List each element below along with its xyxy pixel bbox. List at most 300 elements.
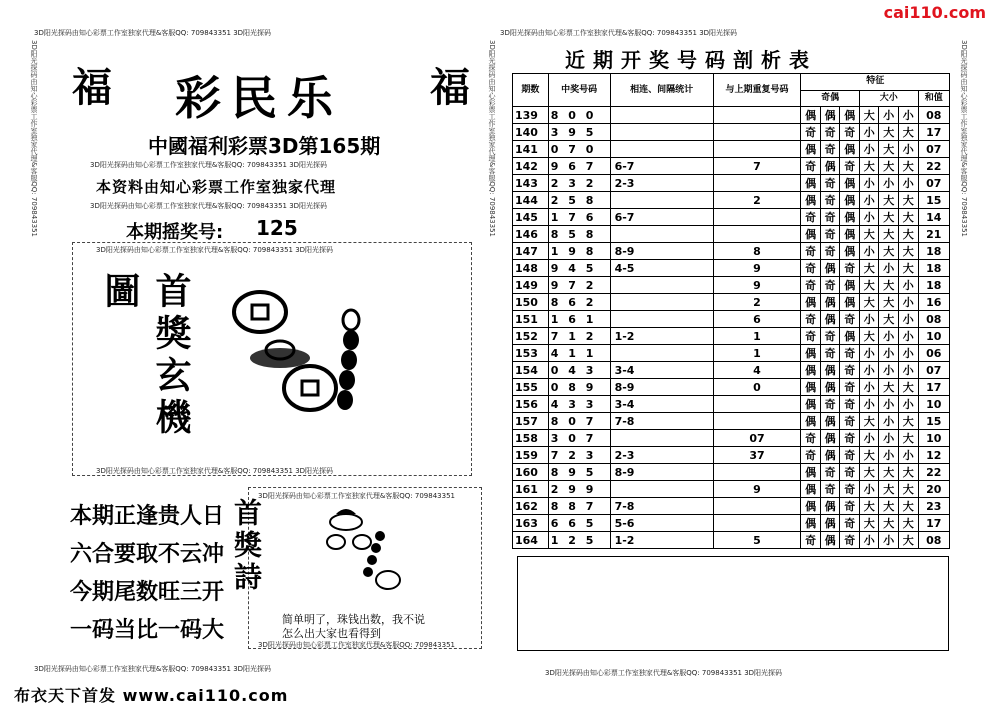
big-small-cell: 小: [898, 447, 918, 464]
odd-even-cell: 奇: [820, 396, 840, 413]
repeat-cell: 2: [713, 294, 801, 311]
header-features: 特征: [801, 74, 950, 91]
big-small-cell: 小: [898, 277, 918, 294]
odd-even-cell: 奇: [801, 124, 821, 141]
issue-cell: 145: [513, 209, 549, 226]
consecutive-cell: 2-3: [610, 447, 713, 464]
repeat-cell: [713, 175, 801, 192]
big-small-cell: 小: [898, 294, 918, 311]
table-row: [513, 141, 950, 158]
big-small-cell: 小: [879, 328, 899, 345]
odd-even-cell: 偶: [840, 226, 860, 243]
poem-note-line: 简单明了，珠钱出数，我不说: [282, 613, 425, 626]
issue-cell: 163: [513, 515, 549, 532]
odd-even-cell: 偶: [820, 447, 840, 464]
poem-box-ad: 3D阳光探码由知心彩票工作室独家代理&客服QQ: 709843351: [258, 492, 455, 500]
big-small-cell: 大: [879, 311, 899, 328]
repeat-cell: [713, 209, 801, 226]
table-row: [513, 396, 950, 413]
big-small-cell: 大: [859, 328, 879, 345]
odd-even-cell: 偶: [820, 311, 840, 328]
big-small-cell: 大: [898, 192, 918, 209]
number-cell: 7 2 3: [548, 447, 610, 464]
sum-cell: 18: [918, 243, 950, 260]
big-small-cell: 小: [859, 532, 879, 549]
side-text-right: 3D阳光探码由知心彩票工作室独家代理&客服QQ: 709843351: [960, 40, 968, 237]
number-cell: 8 0 0: [548, 107, 610, 124]
main-title: 彩民乐: [175, 71, 343, 125]
odd-even-cell: 偶: [801, 362, 821, 379]
odd-even-cell: 偶: [820, 362, 840, 379]
big-small-cell: 大: [898, 260, 918, 277]
consecutive-cell: 3-4: [610, 396, 713, 413]
big-small-cell: 小: [859, 345, 879, 362]
consecutive-cell: 4-5: [610, 260, 713, 277]
odd-even-cell: 奇: [840, 124, 860, 141]
table-row: [513, 243, 950, 260]
odd-even-cell: 偶: [801, 226, 821, 243]
sum-cell: 15: [918, 413, 950, 430]
verse-line: 六合要取不云冲: [70, 542, 225, 567]
repeat-cell: 6: [713, 311, 801, 328]
big-small-cell: 大: [859, 515, 879, 532]
picture-caption: 首獎玄機圖: [99, 272, 192, 440]
repeat-cell: [713, 396, 801, 413]
big-small-cell: 大: [859, 447, 879, 464]
issue-cell: 158: [513, 430, 549, 447]
sum-cell: 07: [918, 141, 950, 158]
number-cell: 7 1 2: [548, 328, 610, 345]
odd-even-cell: 偶: [840, 328, 860, 345]
odd-even-cell: 奇: [840, 515, 860, 532]
big-small-cell: 大: [879, 124, 899, 141]
poem-drawing: [318, 500, 408, 595]
odd-even-cell: 奇: [820, 464, 840, 481]
header-number: 中奖号码: [548, 74, 610, 107]
big-small-cell: 小: [859, 311, 879, 328]
repeat-cell: 1: [713, 345, 801, 362]
repeat-cell: [713, 226, 801, 243]
poem-note: [282, 613, 425, 641]
big-small-cell: 小: [879, 430, 899, 447]
consecutive-cell: [610, 124, 713, 141]
top-ad-line-right: 3D阳光探码由知心彩票工作室独家代理&客服QQ: 709843351 3D阳光探码: [500, 29, 738, 37]
odd-even-cell: 奇: [840, 158, 860, 175]
repeat-cell: 4: [713, 362, 801, 379]
consecutive-cell: 1-2: [610, 328, 713, 345]
big-small-cell: 大: [859, 413, 879, 430]
issue-cell: 143: [513, 175, 549, 192]
number-cell: 2 5 8: [548, 192, 610, 209]
big-small-cell: 小: [859, 430, 879, 447]
odd-even-cell: 奇: [801, 260, 821, 277]
sum-cell: 22: [918, 158, 950, 175]
consecutive-cell: [610, 345, 713, 362]
issue-cell: 151: [513, 311, 549, 328]
big-small-cell: 大: [859, 294, 879, 311]
big-small-cell: 大: [898, 532, 918, 549]
odd-even-cell: 奇: [840, 532, 860, 549]
odd-even-cell: 偶: [820, 430, 840, 447]
consecutive-cell: 6-7: [610, 158, 713, 175]
bottom-ad-line-left: 3D阳光探码由知心彩票工作室独家代理&客服QQ: 709843351 3D阳光探码: [34, 665, 272, 673]
analysis-table: [512, 73, 950, 549]
header-repeat: 与上期重复号码: [713, 74, 801, 107]
issue-cell: 156: [513, 396, 549, 413]
repeat-cell: 07: [713, 430, 801, 447]
ad-line-2: 3D阳光探码由知心彩票工作室独家代理&客服QQ: 709843351 3D阳光探码: [90, 202, 328, 210]
big-small-cell: 大: [859, 498, 879, 515]
sum-cell: 20: [918, 481, 950, 498]
table-row: [513, 515, 950, 532]
odd-even-cell: 奇: [820, 124, 840, 141]
big-small-cell: 小: [859, 243, 879, 260]
consecutive-cell: [610, 311, 713, 328]
sum-cell: 22: [918, 464, 950, 481]
odd-even-cell: 奇: [840, 430, 860, 447]
number-cell: 8 9 5: [548, 464, 610, 481]
big-small-cell: 小: [879, 396, 899, 413]
odd-even-cell: 偶: [820, 158, 840, 175]
odd-even-cell: 偶: [840, 243, 860, 260]
big-small-cell: 大: [898, 464, 918, 481]
odd-even-cell: 偶: [801, 345, 821, 362]
table-row: [513, 226, 950, 243]
odd-even-cell: 奇: [820, 175, 840, 192]
odd-even-cell: 奇: [820, 328, 840, 345]
big-small-cell: 大: [898, 379, 918, 396]
odd-even-cell: 奇: [801, 243, 821, 260]
odd-even-cell: 偶: [820, 498, 840, 515]
odd-even-cell: 偶: [840, 107, 860, 124]
odd-even-cell: 偶: [840, 192, 860, 209]
bottom-ad-line-right: 3D阳光探码由知心彩票工作室独家代理&客服QQ: 709843351 3D阳光探码: [545, 669, 783, 677]
big-small-cell: 大: [879, 226, 899, 243]
verse-line: 今期尾数旺三开: [70, 580, 225, 605]
number-cell: 4 1 1: [548, 345, 610, 362]
repeat-cell: [713, 124, 801, 141]
repeat-cell: [713, 107, 801, 124]
big-small-cell: 小: [879, 107, 899, 124]
odd-even-cell: 偶: [801, 141, 821, 158]
big-small-cell: 大: [898, 209, 918, 226]
picture-box-ad-bottom: 3D阳光探码由知心彩票工作室独家代理&客服QQ: 709843351 3D阳光探码: [96, 467, 334, 475]
table-row: [513, 158, 950, 175]
verse-line: 一码当比一码大: [70, 618, 225, 643]
footer-ad: 布衣天下首发 www.cai110.com: [14, 686, 289, 705]
big-small-cell: 大: [859, 464, 879, 481]
consecutive-cell: [610, 481, 713, 498]
coin-icon: [284, 366, 336, 410]
big-small-cell: 小: [859, 192, 879, 209]
issue-cell: 149: [513, 277, 549, 294]
big-small-cell: 小: [879, 532, 899, 549]
big-small-cell: 大: [879, 141, 899, 158]
coin-icon: [327, 535, 400, 589]
big-small-cell: 小: [879, 260, 899, 277]
big-small-cell: 小: [898, 362, 918, 379]
odd-even-cell: 奇: [840, 260, 860, 277]
big-small-cell: 大: [898, 243, 918, 260]
big-small-cell: 小: [859, 481, 879, 498]
issue-cell: 148: [513, 260, 549, 277]
blank-note-box: [517, 556, 949, 651]
number-cell: 0 4 3: [548, 362, 610, 379]
table-row: [513, 277, 950, 294]
issue-cell: 159: [513, 447, 549, 464]
odd-even-cell: 奇: [801, 532, 821, 549]
big-small-cell: 小: [859, 362, 879, 379]
sum-cell: 08: [918, 107, 950, 124]
consecutive-cell: 7-8: [610, 413, 713, 430]
coin-drawing: [225, 280, 385, 430]
odd-even-cell: 奇: [801, 328, 821, 345]
number-cell: 1 2 5: [548, 532, 610, 549]
odd-even-cell: 偶: [820, 379, 840, 396]
repeat-cell: 7: [713, 158, 801, 175]
number-cell: 0 8 9: [548, 379, 610, 396]
odd-even-cell: 偶: [801, 413, 821, 430]
table-row: [513, 294, 950, 311]
consecutive-cell: [610, 277, 713, 294]
odd-even-cell: 奇: [840, 481, 860, 498]
big-small-cell: 小: [879, 345, 899, 362]
big-small-cell: 小: [859, 175, 879, 192]
odd-even-cell: 偶: [801, 396, 821, 413]
odd-even-cell: 奇: [801, 430, 821, 447]
table-row: [513, 260, 950, 277]
sum-cell: 08: [918, 311, 950, 328]
sum-cell: 08: [918, 532, 950, 549]
odd-even-cell: 奇: [840, 379, 860, 396]
big-small-cell: 大: [898, 124, 918, 141]
consecutive-cell: [610, 107, 713, 124]
sum-cell: 15: [918, 192, 950, 209]
number-cell: 3 9 5: [548, 124, 610, 141]
odd-even-cell: 偶: [820, 413, 840, 430]
issue-cell: 157: [513, 413, 549, 430]
big-small-cell: 大: [898, 430, 918, 447]
consecutive-cell: 6-7: [610, 209, 713, 226]
odd-even-cell: 偶: [820, 107, 840, 124]
repeat-cell: [713, 141, 801, 158]
big-small-cell: 大: [879, 294, 899, 311]
odd-even-cell: 偶: [840, 277, 860, 294]
consecutive-cell: [610, 226, 713, 243]
number-cell: 1 9 8: [548, 243, 610, 260]
issue-cell: 162: [513, 498, 549, 515]
table-row: [513, 345, 950, 362]
big-small-cell: 大: [879, 498, 899, 515]
big-small-cell: 大: [879, 379, 899, 396]
consecutive-cell: [610, 294, 713, 311]
odd-even-cell: 奇: [840, 345, 860, 362]
consecutive-cell: 3-4: [610, 362, 713, 379]
number-cell: 8 6 2: [548, 294, 610, 311]
odd-even-cell: 奇: [840, 447, 860, 464]
sum-cell: 12: [918, 447, 950, 464]
odd-even-cell: 偶: [840, 141, 860, 158]
table-row: [513, 413, 950, 430]
odd-even-cell: 奇: [801, 209, 821, 226]
odd-even-cell: 偶: [801, 498, 821, 515]
odd-even-cell: 偶: [801, 515, 821, 532]
odd-even-cell: 奇: [820, 209, 840, 226]
odd-even-cell: 奇: [820, 277, 840, 294]
big-small-cell: 小: [879, 447, 899, 464]
big-small-cell: 大: [859, 158, 879, 175]
repeat-cell: [713, 498, 801, 515]
big-small-cell: 大: [859, 107, 879, 124]
header-consecutive: 相连、间隔统计: [610, 74, 713, 107]
repeat-cell: 8: [713, 243, 801, 260]
fu-left: 福: [72, 64, 112, 111]
table-row: [513, 481, 950, 498]
sum-cell: 17: [918, 124, 950, 141]
big-small-cell: 大: [879, 277, 899, 294]
coin-icon: [234, 292, 286, 332]
odd-even-cell: 偶: [820, 515, 840, 532]
big-small-cell: 大: [879, 481, 899, 498]
table-row: [513, 175, 950, 192]
big-small-cell: 小: [879, 175, 899, 192]
table-row: [513, 328, 950, 345]
table-row: [513, 209, 950, 226]
number-cell: 2 3 2: [548, 175, 610, 192]
big-small-cell: 小: [898, 175, 918, 192]
odd-even-cell: 奇: [801, 277, 821, 294]
odd-even-cell: 奇: [801, 158, 821, 175]
big-small-cell: 大: [879, 515, 899, 532]
sum-cell: 10: [918, 396, 950, 413]
sum-cell: 23: [918, 498, 950, 515]
table-row: [513, 107, 950, 124]
big-small-cell: 小: [879, 413, 899, 430]
number-cell: 4 3 3: [548, 396, 610, 413]
repeat-cell: [713, 413, 801, 430]
odd-even-cell: 奇: [801, 311, 821, 328]
sum-cell: 10: [918, 430, 950, 447]
odd-even-cell: 偶: [840, 175, 860, 192]
number-cell: 2 9 9: [548, 481, 610, 498]
repeat-cell: 9: [713, 481, 801, 498]
big-small-cell: 大: [898, 498, 918, 515]
table-row: [513, 532, 950, 549]
big-small-cell: 大: [879, 192, 899, 209]
issue-cell: 141: [513, 141, 549, 158]
issue-cell: 146: [513, 226, 549, 243]
issue-cell: 153: [513, 345, 549, 362]
repeat-cell: 9: [713, 260, 801, 277]
table-row: [513, 362, 950, 379]
consecutive-cell: [610, 430, 713, 447]
table-row: [513, 498, 950, 515]
big-small-cell: 大: [859, 226, 879, 243]
header-odd-even: 奇偶: [801, 90, 860, 107]
repeat-cell: 9: [713, 277, 801, 294]
picture-box-ad-top: 3D阳光探码由知心彩票工作室独家代理&客服QQ: 709843351 3D阳光探码: [96, 246, 334, 254]
big-small-cell: 大: [898, 158, 918, 175]
big-small-cell: 小: [859, 396, 879, 413]
ingot-icon: [250, 341, 310, 368]
odd-even-cell: 偶: [840, 209, 860, 226]
number-cell: 0 7 0: [548, 141, 610, 158]
sum-cell: 17: [918, 515, 950, 532]
odd-even-cell: 奇: [840, 413, 860, 430]
table-row: [513, 311, 950, 328]
table-row: [513, 124, 950, 141]
big-small-cell: 小: [898, 328, 918, 345]
header-big-small: 大小: [859, 90, 918, 107]
bead-string-icon: [363, 531, 385, 577]
table-row: [513, 464, 950, 481]
repeat-cell: [713, 464, 801, 481]
side-text-middle: 3D阳光探码由知心彩票工作室独家代理&客服QQ: 709843351: [488, 40, 496, 237]
table-row: [513, 430, 950, 447]
repeat-cell: [713, 515, 801, 532]
odd-even-cell: 偶: [801, 192, 821, 209]
sum-cell: 07: [918, 175, 950, 192]
analysis-title: 近期开奖号码剖析表: [565, 48, 817, 72]
number-cell: 9 6 7: [548, 158, 610, 175]
number-cell: 1 6 1: [548, 311, 610, 328]
repeat-cell: 37: [713, 447, 801, 464]
big-small-cell: 大: [898, 413, 918, 430]
number-cell: 9 4 5: [548, 260, 610, 277]
number-cell: 8 8 7: [548, 498, 610, 515]
fu-right: 福: [430, 64, 470, 111]
consecutive-cell: 8-9: [610, 464, 713, 481]
big-small-cell: 小: [898, 345, 918, 362]
consecutive-cell: 5-6: [610, 515, 713, 532]
odd-even-cell: 奇: [820, 481, 840, 498]
issue-cell: 155: [513, 379, 549, 396]
issue-cell: 142: [513, 158, 549, 175]
big-small-cell: 大: [879, 158, 899, 175]
poem-box-ad-bottom: 3D阳光探码由知心彩票工作室独家代理&客服QQ: 709843351: [258, 641, 455, 649]
issue-cell: 161: [513, 481, 549, 498]
number-cell: 6 6 5: [548, 515, 610, 532]
top-ad-line-left: 3D阳光探码由知心彩票工作室独家代理&客服QQ: 709843351 3D阳光探码: [34, 29, 272, 37]
bead-string-icon: [337, 310, 359, 410]
big-small-cell: 大: [879, 243, 899, 260]
odd-even-cell: 偶: [820, 294, 840, 311]
sum-cell: 18: [918, 277, 950, 294]
ad-line-1: 3D阳光探码由知心彩票工作室独家代理&客服QQ: 709843351 3D阳光探码: [90, 161, 328, 169]
odd-even-cell: 偶: [801, 379, 821, 396]
consecutive-cell: 8-9: [610, 379, 713, 396]
table-row: [513, 379, 950, 396]
odd-even-cell: 偶: [820, 532, 840, 549]
odd-even-cell: 奇: [840, 311, 860, 328]
big-small-cell: 大: [898, 515, 918, 532]
big-small-cell: 小: [859, 124, 879, 141]
big-small-cell: 大: [859, 277, 879, 294]
issue-cell: 140: [513, 124, 549, 141]
repeat-cell: 2: [713, 192, 801, 209]
big-small-cell: 大: [898, 226, 918, 243]
big-small-cell: 大: [879, 209, 899, 226]
odd-even-cell: 奇: [840, 498, 860, 515]
odd-even-cell: 偶: [801, 481, 821, 498]
big-small-cell: 小: [859, 141, 879, 158]
odd-even-cell: 奇: [801, 447, 821, 464]
issue-cell: 160: [513, 464, 549, 481]
consecutive-cell: 8-9: [610, 243, 713, 260]
odd-even-cell: 奇: [820, 141, 840, 158]
odd-even-cell: 偶: [801, 175, 821, 192]
big-small-cell: 小: [898, 396, 918, 413]
